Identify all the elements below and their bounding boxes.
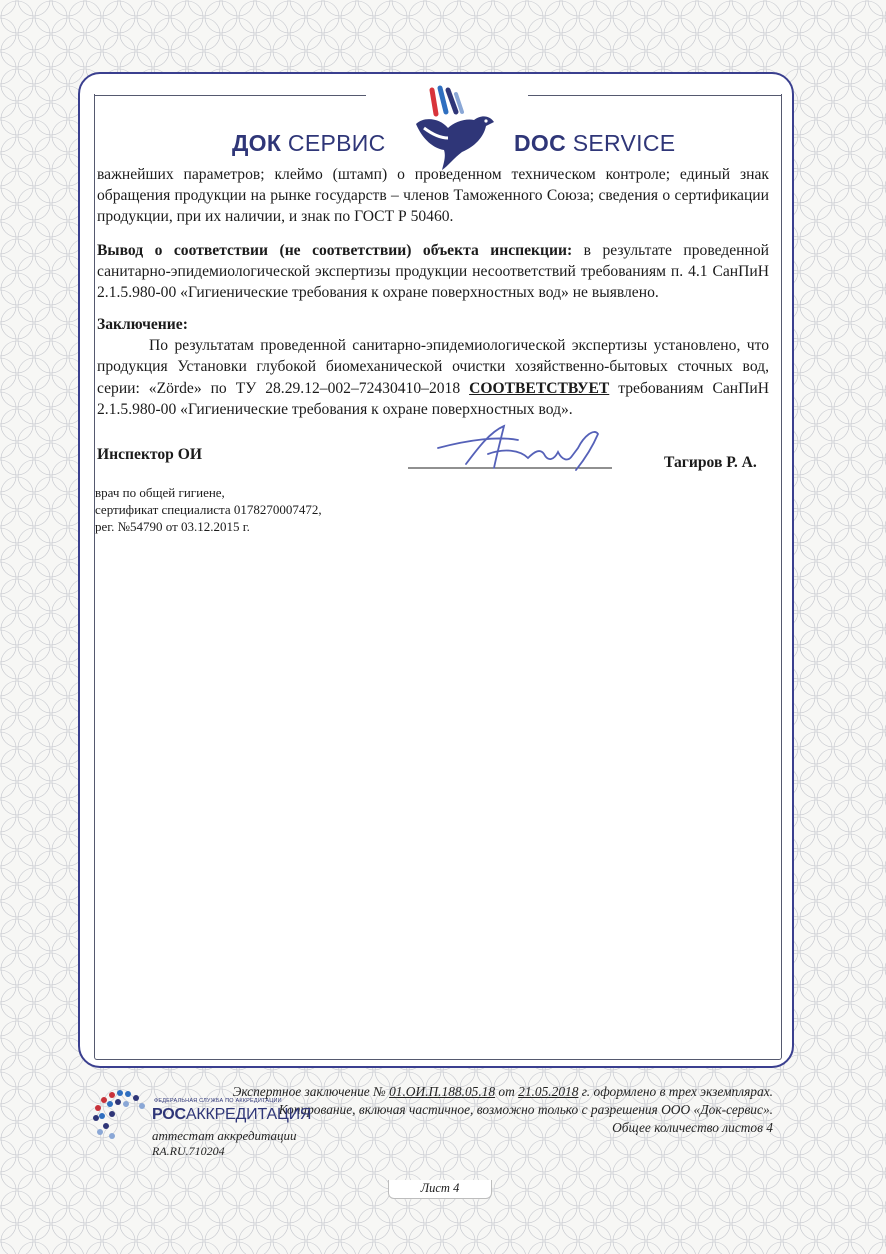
rosakkreditatsiya-logo [90,1086,320,1158]
paragraph-verdict [97,240,769,304]
conform-verdict: СООТВЕТСТВУЕТ [469,379,610,397]
inspector-detail-line: сертификат специалиста 0178270007472, [95,502,322,517]
conclusion-text-part1: По результатам проведенной санитарно-эпидемиологической экспертизы установлено, что продукция Установки глубокой биомеханической очистки хозяйственно-бытовых сточных вод, серии: «Zörde» по ТУ 28.29.12–002–72430410–2018 [97,337,769,397]
ros-main: АККРЕДИТАЦИЯ [185,1106,312,1123]
inspector-detail-line: врач по общей гигиене, [95,485,225,500]
inspector-name: Тагиров Р. А. [664,454,757,471]
logo-ru-thin: СЕРВИС [287,130,386,156]
logo-en-thin: SERVICE [572,130,676,156]
footer-doc-date: 21.05.2018 [518,1084,579,1099]
header-rule-left [94,95,366,96]
conclusion-text [97,335,769,420]
logo-en-bold: DOC [514,130,567,156]
logo-text-ru [232,130,386,157]
conclusion-text-part2: требованиям СанПиН 2.1.5.980-00 «Гигиенические требования к охране поверхностных вод». [97,379,769,418]
inspector-detail-line: рег. №54790 от 03.12.2015 г. [95,519,250,534]
footer-copy-line: Копирование, включая частичное, возможно только с разрешения ООО «Док-сервис». [278,1102,773,1117]
para-marking-text: важнейших параметров; клеймо (штамп) о проведенном техническом контроле; единый знак обращения продукции на рынке государств – членов Таможенного Союза; сведения о сертификации продукции, при их наличии, и знак по ГОСТ Р 50460. [97,166,769,226]
ros-prefix: РОС [152,1106,186,1123]
logo-text-en [514,130,675,157]
footer-mid: от [495,1084,519,1099]
inner-border [94,94,782,1060]
sheet-number: Лист 4 [388,1180,492,1199]
logo-ru-bold: ДОК [232,130,282,156]
footer-suffix: г. оформлено в трех экземплярах. [578,1084,773,1099]
header-rule-right [528,95,782,96]
dove-logo-icon [402,84,506,174]
attestat-label: аттестат аккредитации [152,1128,297,1143]
paragraph-marking [97,164,769,228]
para-verdict [97,240,769,304]
inspector-role: Инспектор ОИ [97,446,203,463]
verdict-heading: Вывод о соответствии (не соответствии) объекта инспекции: [97,242,573,259]
verdict-text: в результате проведенной санитарно-эпидемиологической экспертизы продукции несоответствий требованиям п. 4.1 СанПиН 2.1.5.980-00 «Гигиенические требования к охране поверхностных вод» не выявлено. [97,242,769,302]
inspector-details [95,484,322,535]
attestat-number: RA.RU.710204 [152,1144,225,1158]
footer-sheet-count: Общее количество листов 4 [612,1120,773,1135]
footer-doc-number: 01.ОИ.П.188.05.18 [389,1084,496,1099]
conclusion-section [97,314,769,420]
conclusion-heading: Заключение: [97,316,188,333]
footer-prefix: Экспертное заключение № [232,1084,390,1099]
ros-wordmark [152,1106,311,1124]
ros-emblem-icon [90,1086,154,1150]
handwritten-signature [408,418,614,474]
ros-small-caption: ФЕДЕРАЛЬНАЯ СЛУЖБА ПО АККРЕДИТАЦИИ [154,1098,282,1104]
